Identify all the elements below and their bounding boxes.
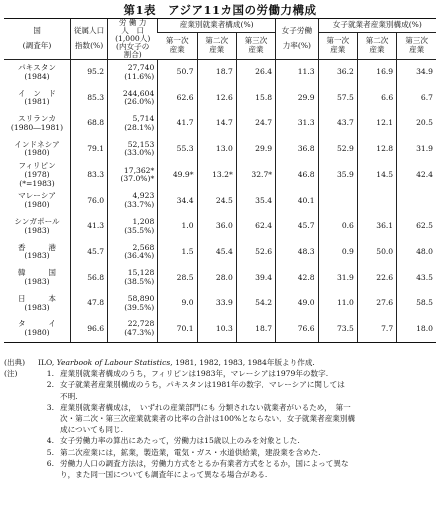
industry-primary-cell: 28.5: [158, 265, 197, 291]
source-title: Yearbook of Labour Statistics,: [56, 358, 173, 367]
note-line: [4, 469, 436, 480]
header-industry-group: 産業別就業者構成(%): [158, 19, 276, 33]
industry-tertiary-cell: 26.4: [236, 59, 275, 85]
industry-primary-cell: 34.4: [158, 188, 197, 214]
note-text: 労働力人口の調査方法は，労働力方式をとるか有業者方式をとるか，国によって異な: [60, 458, 349, 468]
industry-primary-cell: 62.6: [158, 85, 197, 111]
table-row: [4, 188, 436, 214]
note-line: [4, 391, 436, 402]
header-labor-force: 労 働 力 人 口 (1,000人) (内女子の 割合): [108, 19, 158, 60]
labor-force-cell: 17,362* (37.0%)*: [108, 162, 158, 188]
industry-primary-cell: 1.0: [158, 214, 197, 240]
dependency-cell: 41.3: [71, 214, 108, 240]
labor-force-cell: 5,714 (28.1%): [108, 111, 158, 137]
country-cell: スリランカ (1980―1981): [10, 114, 64, 132]
industry-tertiary-cell: 54.2: [236, 291, 275, 317]
header-female-sector-primary: 第一次 産業: [318, 33, 357, 60]
female-primary-cell: 0.6: [318, 214, 357, 240]
female-rate-cell: 29.9: [276, 85, 319, 111]
industry-primary-cell: 49.9*: [158, 162, 197, 188]
female-primary-cell: 11.0: [318, 291, 357, 317]
table-row: [4, 214, 436, 240]
industry-primary-cell: 9.0: [158, 291, 197, 317]
female-tertiary-cell: 58.5: [397, 291, 436, 317]
industry-tertiary-cell: 62.4: [236, 214, 275, 240]
table-row: [4, 240, 436, 266]
female-secondary-cell: 12.8: [357, 137, 396, 163]
female-primary-cell: 52.9: [318, 137, 357, 163]
table-row: [4, 85, 436, 111]
female-tertiary-cell: [397, 188, 436, 214]
header-sector-tertiary: 第三次 産業: [236, 33, 275, 60]
female-primary-cell: [318, 188, 357, 214]
country-cell: パキスタン (1984): [18, 62, 56, 81]
country-cell: 韓 国 (1983): [18, 268, 56, 286]
female-primary-cell: 0.9: [318, 240, 357, 266]
dependency-cell: 96.6: [71, 316, 108, 342]
country-cell: 香 港 (1983): [18, 242, 56, 261]
female-rate-cell: 11.3: [276, 59, 319, 85]
industry-tertiary-cell: 39.4: [236, 265, 275, 291]
note-text: 女子労働力率の算出にあたって，労働力は15歳以上のみを対象とした.: [60, 436, 300, 446]
table-row: [4, 111, 436, 137]
dependency-cell: 83.3: [71, 162, 108, 188]
country-cell: インドネシア (1980): [14, 139, 60, 158]
note-number: 6.: [46, 458, 54, 468]
country-cell: フィリピン (1978) (*=1983): [18, 161, 56, 188]
industry-secondary-cell: 18.7: [197, 59, 236, 85]
industry-tertiary-cell: 52.6: [236, 240, 275, 266]
dependency-cell: 47.8: [71, 291, 108, 317]
industry-primary-cell: 55.3: [158, 137, 197, 163]
note-number: 4.: [46, 436, 54, 446]
industry-secondary-cell: 28.0: [197, 265, 236, 291]
female-tertiary-cell: 62.5: [397, 214, 436, 240]
note-text: 女子就業者産業別構成のうち，パキスタンは1981年の数字．マレーシアに関しては: [60, 380, 345, 390]
country-cell: マレーシア (1980): [18, 191, 56, 210]
note-number: 5.: [46, 447, 54, 457]
female-tertiary-cell: 43.5: [397, 265, 436, 291]
country-cell: 日 本 (1983): [18, 293, 56, 312]
industry-tertiary-cell: 29.9: [236, 137, 275, 163]
country-cell: イ ン ド (1981): [18, 88, 56, 107]
note-text: り，また同一国についても調査年によって異なる場合がある.: [60, 470, 268, 480]
industry-secondary-cell: 36.0: [197, 214, 236, 240]
female-tertiary-cell: 34.9: [397, 59, 436, 85]
note-line: [4, 447, 436, 458]
industry-secondary-cell: 10.3: [197, 316, 236, 342]
industry-tertiary-cell: 18.7: [236, 316, 275, 342]
female-secondary-cell: 16.9: [357, 59, 396, 85]
industry-tertiary-cell: 35.4: [236, 188, 275, 214]
country-cell: タ イ (1980): [4, 316, 71, 342]
note-text: 産業別就業者構成は， いずれの産業部門にも 分類されない就業者がいるため， 第一: [60, 402, 351, 412]
female-tertiary-cell: 42.4: [397, 162, 436, 188]
country-cell: シンガポール (1983): [14, 217, 60, 235]
industry-primary-cell: 70.1: [158, 316, 197, 342]
female-tertiary-cell: 48.0: [397, 240, 436, 266]
note-text: 不明.: [60, 391, 78, 401]
female-rate-cell: 76.6: [276, 316, 319, 342]
header-dependency: 従属人口 指数(%): [71, 19, 108, 60]
female-rate-cell: 31.3: [276, 111, 319, 137]
note-line: (注) 1. 産業別就業者構成のうち，フィリピンは1983年，マレーシアは1979年の数字.: [4, 368, 436, 379]
note-line: [4, 435, 436, 446]
female-rate-cell: 36.8: [276, 137, 319, 163]
labor-force-cell: 1,208 (35.5%): [108, 214, 158, 240]
note-line: [4, 402, 436, 413]
female-primary-cell: 35.9: [318, 162, 357, 188]
female-secondary-cell: 7.7: [357, 316, 396, 342]
industry-tertiary-cell: 32.7*: [236, 162, 275, 188]
industry-secondary-cell: 13.2*: [197, 162, 236, 188]
female-tertiary-cell: 18.0: [397, 316, 436, 342]
industry-secondary-cell: 33.9: [197, 291, 236, 317]
source-prefix: ILO,: [38, 358, 55, 367]
note-text: 成についても同じ.: [60, 425, 124, 435]
dependency-cell: 68.8: [71, 111, 108, 137]
header-female-sector-tertiary: 第三次 産業: [397, 33, 436, 60]
dependency-cell: 95.2: [71, 59, 108, 85]
header-female-sector-secondary: 第二次 産業: [357, 33, 396, 60]
header-sector-secondary: 第二次 産業: [197, 33, 236, 60]
industry-tertiary-cell: 15.8: [236, 85, 275, 111]
female-rate-cell: 40.1: [276, 188, 319, 214]
note-number: 1.: [46, 369, 54, 379]
female-tertiary-cell: 31.9: [397, 137, 436, 163]
note-text: 第二次産業には，鉱業，製造業，電気・ガス・水道供給業，建設業を含めた.: [60, 447, 321, 457]
industry-secondary-cell: 45.4: [197, 240, 236, 266]
table-row: [4, 265, 436, 291]
female-rate-cell: 42.8: [276, 265, 319, 291]
table-body: [4, 59, 436, 342]
source-line: (出典) ILO, Yearbook of Labour Statistics, 1981, 1982, 1983, 1984年版より作成.: [4, 358, 315, 367]
female-rate-cell: 48.3: [276, 240, 319, 266]
notes-list: [4, 368, 436, 480]
note-line: [4, 424, 436, 435]
note-line: [4, 413, 436, 424]
labor-force-cell: 4,923 (33.7%): [108, 188, 158, 214]
table-row: [4, 291, 436, 317]
female-secondary-cell: 36.1: [357, 214, 396, 240]
female-rate-cell: 46.8: [276, 162, 319, 188]
industry-primary-cell: 1.5: [158, 240, 197, 266]
labor-force-cell: 2,568 (36.4%): [108, 240, 158, 266]
labor-force-cell: 22,728 (47.3%): [108, 316, 158, 342]
female-primary-cell: 73.5: [318, 316, 357, 342]
dependency-cell: 76.0: [71, 188, 108, 214]
female-primary-cell: 31.9: [318, 265, 357, 291]
industry-primary-cell: 41.7: [158, 111, 197, 137]
female-secondary-cell: [357, 188, 396, 214]
header-female-industry-group: 女子就業者産業別構成(%): [318, 19, 436, 33]
note-line: [4, 458, 436, 469]
industry-secondary-cell: 12.6: [197, 85, 236, 111]
female-rate-cell: 45.7: [276, 214, 319, 240]
female-tertiary-cell: 6.7: [397, 85, 436, 111]
note-text: 産業別就業者構成のうち，フィリピンは1983年，マレーシアは1979年の数字.: [60, 369, 329, 379]
notes-section: [4, 357, 436, 480]
female-primary-cell: 57.5: [318, 85, 357, 111]
female-secondary-cell: 12.1: [357, 111, 396, 137]
table-row: [4, 137, 436, 163]
female-secondary-cell: 50.0: [357, 240, 396, 266]
header-sector-primary: 第一次 産業: [158, 33, 197, 60]
dependency-cell: 79.1: [71, 137, 108, 163]
industry-primary-cell: 50.7: [158, 59, 197, 85]
table-row: [4, 316, 436, 342]
table-row: [4, 59, 436, 85]
industry-tertiary-cell: 24.7: [236, 111, 275, 137]
note-number: 3.: [46, 402, 54, 412]
female-secondary-cell: 27.6: [357, 291, 396, 317]
header-female-rate: 女子労働 力率(%): [276, 19, 319, 60]
female-secondary-cell: 22.6: [357, 265, 396, 291]
industry-secondary-cell: 13.0: [197, 137, 236, 163]
labor-force-cell: 58,890 (39.5%): [108, 291, 158, 317]
labor-force-cell: 52,153 (33.0%): [108, 137, 158, 163]
female-rate-cell: 49.0: [276, 291, 319, 317]
labor-force-cell: 244,604 (26.0%): [108, 85, 158, 111]
female-secondary-cell: 14.5: [357, 162, 396, 188]
female-primary-cell: 43.7: [318, 111, 357, 137]
table-title: 第1表 アジア11カ国の労働力構成: [123, 3, 317, 17]
table-row: [4, 162, 436, 188]
source-suffix: 1981, 1982, 1983, 1984年版より作成.: [175, 358, 315, 367]
labor-force-cell: 27,740 (11.6%): [108, 59, 158, 85]
header-country: 国 (調査年): [4, 19, 71, 60]
female-primary-cell: 36.2: [318, 59, 357, 85]
female-tertiary-cell: 20.5: [397, 111, 436, 137]
industry-secondary-cell: 24.5: [197, 188, 236, 214]
labor-force-table: [4, 18, 436, 343]
labor-force-cell: 15,128 (38.5%): [108, 265, 158, 291]
dependency-cell: 85.3: [71, 85, 108, 111]
note-number: 2.: [46, 380, 54, 390]
dependency-cell: 56.8: [71, 265, 108, 291]
note-line: [4, 379, 436, 390]
female-secondary-cell: 6.6: [357, 85, 396, 111]
note-text: 次・第二次・第三次産業就業者の比率の合計は100%とならない．女子就業者産業別構: [60, 414, 356, 424]
industry-secondary-cell: 14.7: [197, 111, 236, 137]
dependency-cell: 45.7: [71, 240, 108, 266]
